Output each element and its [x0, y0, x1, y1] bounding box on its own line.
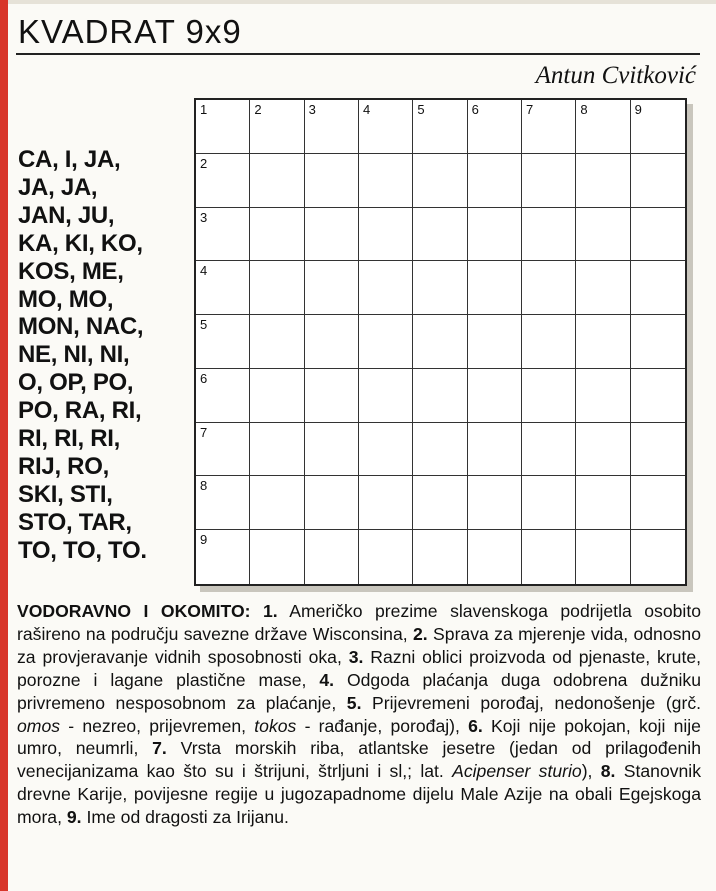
grid-cell[interactable]	[413, 208, 467, 262]
grid-cell[interactable]	[631, 476, 685, 530]
word-list-line: SKI, STI,	[18, 480, 113, 508]
word-list-line: MO, MO,	[18, 285, 114, 313]
grid-cell[interactable]	[468, 315, 522, 369]
grid-cell[interactable]	[250, 208, 304, 262]
grid-cell[interactable]	[522, 154, 576, 208]
grid-cell[interactable]	[196, 423, 250, 477]
clue-number: 3.	[348, 646, 364, 667]
grid-cell[interactable]	[522, 476, 576, 530]
grid-cell[interactable]	[576, 476, 630, 530]
grid-cell[interactable]	[250, 261, 304, 315]
grid-cell[interactable]	[305, 476, 359, 530]
grid-cell[interactable]	[576, 261, 630, 315]
grid-cell[interactable]	[413, 476, 467, 530]
grid-cell[interactable]	[522, 423, 576, 477]
cell-number: 9	[634, 102, 642, 117]
crossword-grid	[194, 98, 687, 586]
cell-number: 1	[200, 102, 208, 117]
grid-cell[interactable]	[576, 369, 630, 423]
grid-cell[interactable]	[305, 369, 359, 423]
title-underline	[16, 53, 700, 55]
clue-text: Sprava za mjerenje vida, odnosno za provjeravanje vidnih sposobnosti oka,	[17, 623, 701, 667]
page-edge-stripe	[0, 0, 8, 891]
clue-text: Vrsta morskih riba, atlantske jesetre (jedan od prilagođenih venecijanizama kao što su i štrijuni, štrljuni i sl,; lat.	[17, 738, 701, 782]
clue-number: 1.	[263, 601, 278, 621]
grid-cell[interactable]	[250, 369, 304, 423]
word-list	[18, 146, 193, 565]
clue-term: omos	[17, 715, 61, 736]
grid-cell[interactable]	[413, 100, 467, 154]
grid-cell[interactable]	[413, 154, 467, 208]
cell-number: 4	[362, 102, 371, 117]
word-list-line: RI, RI, RI,	[18, 425, 121, 453]
clue-text: ),	[581, 761, 601, 782]
cell-number: 4	[200, 263, 208, 279]
cell-number: 7	[200, 424, 208, 440]
grid-cell[interactable]	[359, 100, 413, 154]
clue-text: Koji nije pokojan, koji nije umro, neumrli,	[17, 715, 701, 759]
cell-number: 5	[417, 102, 425, 117]
clues-text	[17, 600, 701, 829]
grid-cell[interactable]	[359, 476, 413, 530]
grid-cell[interactable]	[468, 476, 522, 530]
clue-number: 5.	[346, 692, 362, 713]
clue-term: Acipenser sturio	[452, 761, 582, 782]
grid-cell[interactable]	[305, 100, 359, 154]
grid-cell[interactable]	[631, 100, 685, 154]
grid-cell[interactable]	[468, 208, 522, 262]
grid-cell[interactable]	[305, 315, 359, 369]
clue-term: tokos	[254, 715, 297, 736]
clues-heading: VODORAVNO I OKOMITO:	[17, 601, 251, 621]
grid-cell[interactable]	[631, 154, 685, 208]
cell-number: 8	[200, 478, 208, 494]
cell-number: 9	[200, 532, 208, 548]
grid-cell[interactable]	[359, 423, 413, 477]
word-list-line: JA, JA,	[18, 173, 98, 201]
grid-cell[interactable]	[522, 315, 576, 369]
grid-cell[interactable]	[576, 100, 630, 154]
clue-number: 9.	[66, 807, 82, 828]
author-name: Antun Cvitković	[535, 62, 696, 89]
cell-number: 5	[200, 317, 208, 333]
word-list-line: KOS, ME,	[18, 257, 124, 285]
word-list-line: CA, I, JA,	[18, 146, 121, 173]
word-list-line: PO, RA, RI,	[18, 397, 142, 425]
grid-cell[interactable]	[305, 530, 359, 584]
clue-text: Odgoda plaćanja duga odobrena dužniku privremeno nesposobnom za plaćanje,	[17, 669, 701, 713]
grid-cell[interactable]	[359, 315, 413, 369]
grid-cell[interactable]	[196, 208, 250, 262]
cell-number: 2	[254, 102, 262, 117]
cell-number: 6	[471, 102, 479, 117]
grid-cell[interactable]	[196, 369, 250, 423]
grid-cell[interactable]	[196, 261, 250, 315]
word-list-line: NE, NI, NI,	[18, 341, 130, 369]
grid-cell[interactable]	[359, 208, 413, 262]
grid-cell[interactable]	[413, 315, 467, 369]
grid-cell[interactable]	[359, 369, 413, 423]
grid-cell[interactable]	[250, 423, 304, 477]
clue-text: - nezreo, prijevremen,	[60, 715, 255, 736]
word-list-line: TO, TO, TO.	[18, 536, 147, 564]
grid-cell[interactable]	[576, 208, 630, 262]
word-list-line: STO, TAR,	[18, 508, 132, 536]
grid-cell[interactable]	[522, 369, 576, 423]
cell-number: 3	[308, 102, 316, 117]
grid-cell[interactable]	[250, 100, 304, 154]
puzzle-title: KVADRAT 9x9	[18, 13, 242, 50]
cell-number: 3	[200, 209, 208, 225]
grid-cell[interactable]	[576, 530, 630, 584]
grid-cell[interactable]	[250, 476, 304, 530]
grid-cell[interactable]	[576, 423, 630, 477]
grid-cell[interactable]	[631, 208, 685, 262]
clue-number: 4.	[319, 669, 335, 690]
clue-number: 6.	[468, 715, 483, 736]
grid-cell[interactable]	[631, 369, 685, 423]
grid-cell[interactable]	[631, 315, 685, 369]
word-list-line: O, OP, PO,	[18, 369, 134, 397]
grid-cell[interactable]	[631, 530, 685, 584]
grid-cell[interactable]	[196, 530, 250, 584]
clue-text: Stanovnik drevne Karije, povijesne regije u jugozapadnome dijelu Male Azije na obali Egejskoga mora,	[17, 761, 702, 828]
cell-number: 2	[200, 155, 208, 171]
cell-number: 8	[580, 102, 588, 117]
grid-cell[interactable]	[576, 315, 630, 369]
cell-number: 7	[525, 102, 534, 117]
grid-cell[interactable]	[305, 154, 359, 208]
grid-cell[interactable]	[359, 530, 413, 584]
grid-cell[interactable]	[468, 100, 522, 154]
grid-cell[interactable]	[196, 476, 250, 530]
cell-number: 6	[200, 370, 208, 386]
grid-cell[interactable]	[305, 208, 359, 262]
grid-cell[interactable]	[250, 530, 304, 584]
grid-cell[interactable]	[468, 423, 522, 477]
grid-cell[interactable]	[250, 315, 304, 369]
grid-cell[interactable]	[196, 154, 250, 208]
grid-cell[interactable]	[576, 154, 630, 208]
grid-cell[interactable]	[359, 261, 413, 315]
word-list-line: MON, NAC,	[18, 313, 144, 341]
grid-cell[interactable]	[468, 261, 522, 315]
top-rule	[0, 0, 716, 4]
clue-text: - rađanje, porođaj),	[296, 715, 469, 736]
grid-cell[interactable]	[468, 369, 522, 423]
grid-cell[interactable]	[522, 100, 576, 154]
clue-text: Prijevremeni porođaj, nedonošenje (grč.	[361, 692, 702, 713]
clue-text: Razni oblici proizvoda od pjenaste, krute, porozne i lagane plastične mase,	[17, 646, 702, 690]
grid-cell[interactable]	[631, 423, 685, 477]
grid-cell[interactable]	[468, 530, 522, 584]
grid-cell[interactable]	[413, 423, 467, 477]
grid-cell[interactable]	[305, 423, 359, 477]
clue-text: Američko prezime slavenskoga podrijetla osobito rašireno na području savezne države Wisconsina,	[17, 601, 701, 644]
grid-cell[interactable]	[196, 100, 250, 154]
grid-cell[interactable]	[522, 261, 576, 315]
grid-cell[interactable]	[468, 154, 522, 208]
word-list-line: RIJ, RO,	[18, 452, 109, 480]
grid-cell[interactable]	[305, 261, 359, 315]
clue-text: Ime od dragosti za Irijanu.	[81, 807, 289, 828]
clue-number: 7.	[152, 738, 167, 759]
clue-number: 2.	[413, 623, 428, 644]
grid-cell[interactable]	[359, 154, 413, 208]
word-list-line: KA, KI, KO,	[18, 229, 143, 257]
grid-cell[interactable]	[522, 530, 576, 584]
grid-cell[interactable]	[631, 261, 685, 315]
grid-cell[interactable]	[522, 208, 576, 262]
grid-cell[interactable]	[413, 530, 467, 584]
grid-cell[interactable]	[413, 369, 467, 423]
grid-cell[interactable]	[413, 261, 467, 315]
clue-number: 8.	[600, 761, 616, 782]
word-list-line: JAN, JU,	[18, 201, 115, 229]
grid-cell[interactable]	[250, 154, 304, 208]
grid-cell[interactable]	[196, 315, 250, 369]
